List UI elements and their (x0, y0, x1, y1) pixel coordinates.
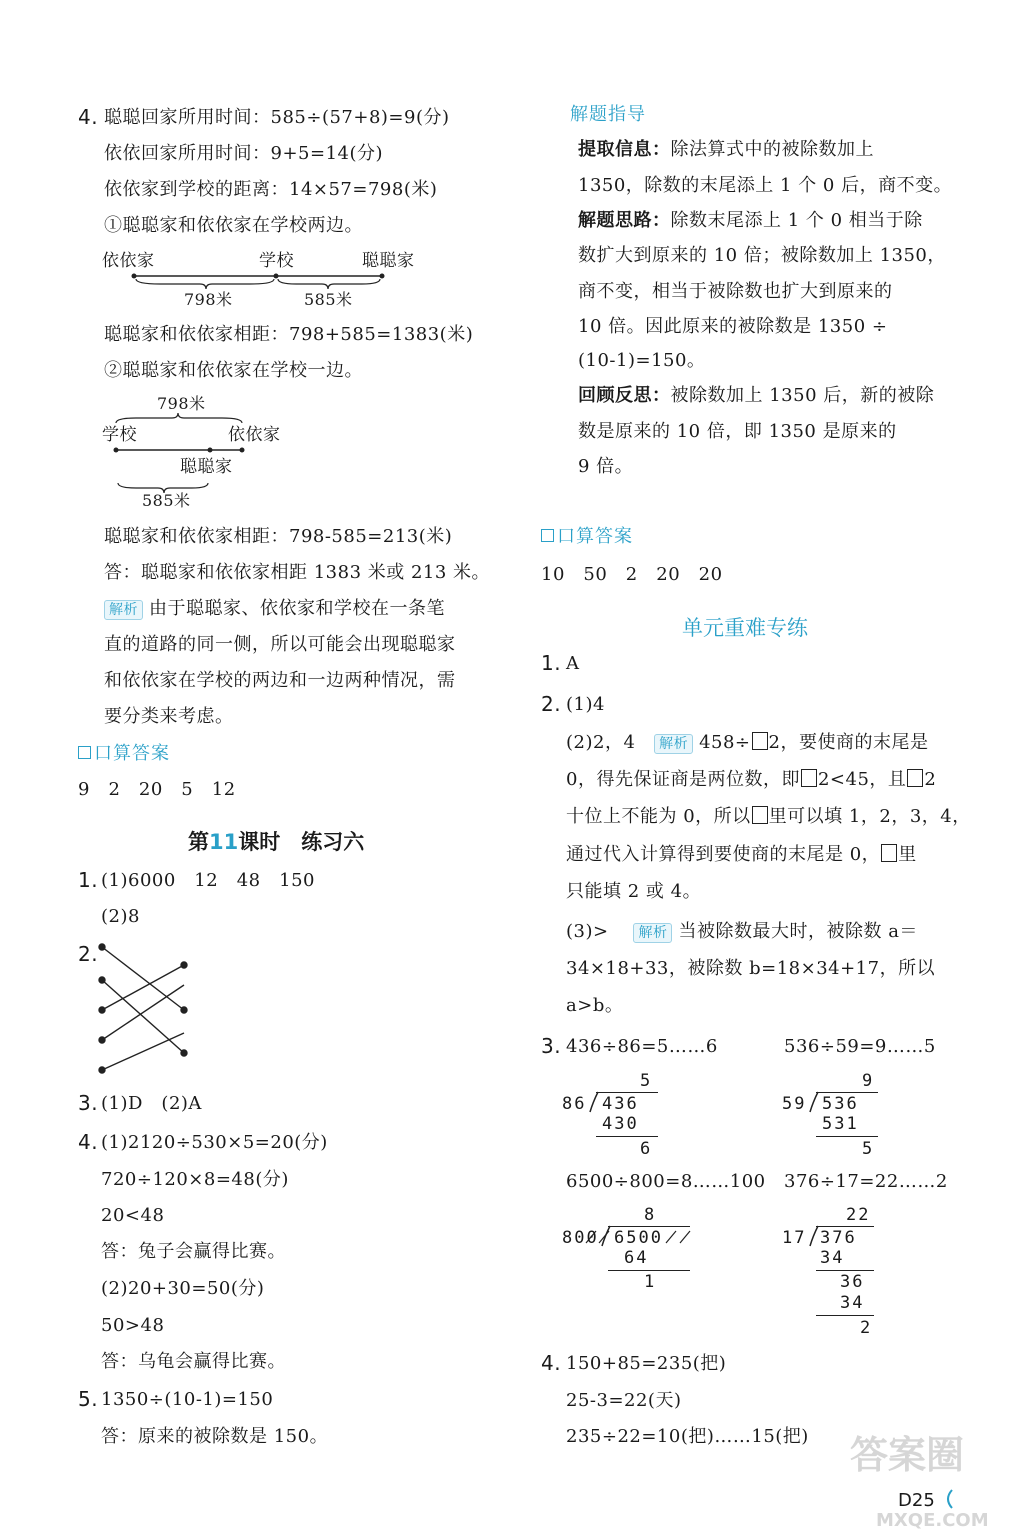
e4-line7: 答：乌龟会赢得比赛。 (101, 1351, 286, 1372)
u4-line1: 150+85=235(把) (566, 1353, 727, 1374)
guide-line8: 回顾反思：被除数加上 1350 后，新的被除 (578, 385, 935, 406)
guide-line5: 商不变，相当于被除数也扩大到原来的 (578, 281, 893, 302)
guide-line3: 解题思路：除数末尾添上 1 个 0 相当于除 (578, 210, 923, 231)
unit-title: 单元重难专练 (682, 616, 808, 640)
diagram2-label-798: 798米 (157, 394, 206, 413)
diagram1-label-school: 学校 (259, 251, 294, 271)
oral-answers-heading-1: 口算答案 (78, 743, 170, 765)
e3-answer: (1)D (2)A (101, 1093, 202, 1114)
u2-number: 2. (541, 692, 562, 716)
q4-analysis-line2: 直的道路的同一侧，所以可能会出现聪聪家 (104, 634, 456, 655)
u2-part3-line2: 34×18+33，被除数 b=18×34+17，所以 (566, 958, 936, 979)
guide-line2: 1350，除数的末尾添上 1 个 0 后，商不变。 (578, 175, 953, 196)
e4-line5: (2)20+30=50(分) (101, 1278, 265, 1299)
diagram2-label-school: 学校 (102, 425, 137, 445)
u3-eq1: 436÷86=5……6 (566, 1036, 718, 1057)
oral-answers-heading-2: 口算答案 (541, 526, 633, 548)
u2-part2-line5: 只能填 2 或 4。 (566, 881, 702, 902)
lesson-title: 第11课时 练习六 (188, 830, 365, 854)
guide-heading: 解题指导 (570, 104, 646, 125)
diagram2-label-congcong: 聪聪家 (180, 457, 233, 477)
guide-line4: 数扩大到原来的 10 倍；被除数加上 1350， (578, 245, 946, 266)
q4-answer: 答：聪聪家和依依家相距 1383 米或 213 米。 (104, 562, 491, 583)
e2-number: 2. (78, 942, 99, 966)
u2-part2-line1: (2)2，4 解析 458÷ 2，要使商的末尾是 (566, 732, 929, 753)
q4-line1: 聪聪回家所用时间：585÷(57+8)=9(分) (104, 107, 450, 128)
u1-number: 1. (541, 651, 562, 675)
e4-number: 4. (78, 1130, 99, 1154)
e4-line4: 答：兔子会赢得比赛。 (101, 1241, 286, 1262)
q4-line5: 聪聪家和依依家相距：798-585=213(米) (104, 526, 453, 547)
u2-part1: (1)4 (566, 694, 605, 715)
e1-part2: (2)8 (101, 906, 140, 927)
e1-part1: (1)6000 12 48 150 (101, 870, 315, 891)
diagram1-label-congcong: 聪聪家 (362, 251, 415, 271)
e5-line2: 答：原来的被除数是 150。 (101, 1426, 329, 1447)
guide-line9: 数是原来的 10 倍，即 1350 是原来的 (578, 421, 897, 442)
u2-part2-line3: 十位上不能为 0，所以 里可以填 1，2，3，4， (566, 806, 971, 827)
q4-line4: 聪聪家和依依家相距：798+585=1383(米) (104, 324, 474, 345)
u2-part3-line3: a>b。 (566, 995, 624, 1016)
q4-analysis-line3: 和依依家在学校的两边和一边两种情况，需 (104, 670, 456, 691)
watermark-site: MXQE.COM (876, 1510, 989, 1531)
page-number: D25 (898, 1490, 935, 1511)
q4-number: 4. (78, 105, 99, 129)
diagram2-label-yiyi: 依依家 (228, 425, 281, 445)
oral-answers-values-2: 10 50 2 20 20 (541, 564, 723, 585)
diagram1-label-yiyi: 依依家 (102, 251, 155, 271)
u3-eq4: 376÷17=22……2 (784, 1171, 948, 1192)
e5-line1: 1350÷(10-1)=150 (101, 1389, 274, 1410)
diagram1-label-585: 585米 (304, 290, 353, 309)
guide-line6: 10 倍。因此原来的被除数是 1350 ÷ (578, 316, 888, 337)
analysis-badge: 解析 (104, 600, 143, 620)
watermark-logo: 答案圈 (850, 1433, 965, 1477)
q4-line2: 依依回家所用时间：9+5=14(分) (104, 143, 384, 164)
e4-line3: 20<48 (101, 1205, 165, 1226)
u4-number: 4. (541, 1351, 562, 1375)
e5-number: 5. (78, 1387, 99, 1411)
analysis-badge: 解析 (633, 923, 672, 943)
diagram2-label-585: 585米 (142, 491, 191, 510)
analysis-badge: 解析 (654, 734, 693, 754)
u3-eq3: 6500÷800=8……100 (566, 1171, 766, 1192)
diagram1-label-798: 798米 (184, 290, 233, 309)
e4-line2: 720÷120×8=48(分) (101, 1169, 289, 1190)
u3-eq2: 536÷59=9……5 (784, 1036, 936, 1057)
q4-line3: 依依家到学校的距离：14×57=798(米) (104, 179, 438, 200)
q4-case1: ①聪聪家和依依家在学校两边。 (104, 215, 363, 236)
u1-answer: A (566, 653, 580, 674)
e4-line6: 50>48 (101, 1315, 165, 1336)
u3-number: 3. (541, 1034, 562, 1058)
u2-part2-line2: 0，得先保证商是两位数，即 2<45，且 2 (566, 769, 937, 790)
q4-analysis-line4: 要分类来考虑。 (104, 706, 234, 727)
u4-line3: 235÷22=10(把)……15(把) (566, 1426, 809, 1447)
oral-answers-values-1: 9 2 20 5 12 (78, 779, 236, 800)
e4-line1: (1)2120÷530×5=20(分) (101, 1132, 328, 1153)
q4-case2: ②聪聪家和依依家在学校一边。 (104, 360, 363, 381)
q4-analysis-line1: 解析 由于聪聪家、依依家和学校在一条笔 (104, 598, 445, 620)
guide-line1: 提取信息：除法算式中的被除数加上 (578, 139, 874, 160)
guide-line7: (10-1)=150。 (578, 350, 706, 371)
e3-number: 3. (78, 1091, 99, 1115)
u2-part3-line1: (3)> 解析 当被除数最大时，被除数 a＝ (566, 921, 918, 942)
u4-line2: 25-3=22(天) (566, 1390, 682, 1411)
guide-line10: 9 倍。 (578, 456, 634, 477)
u2-part2-line4: 通过代入计算得到要使商的末尾是 0， 里 (566, 844, 917, 865)
e1-number: 1. (78, 868, 99, 892)
